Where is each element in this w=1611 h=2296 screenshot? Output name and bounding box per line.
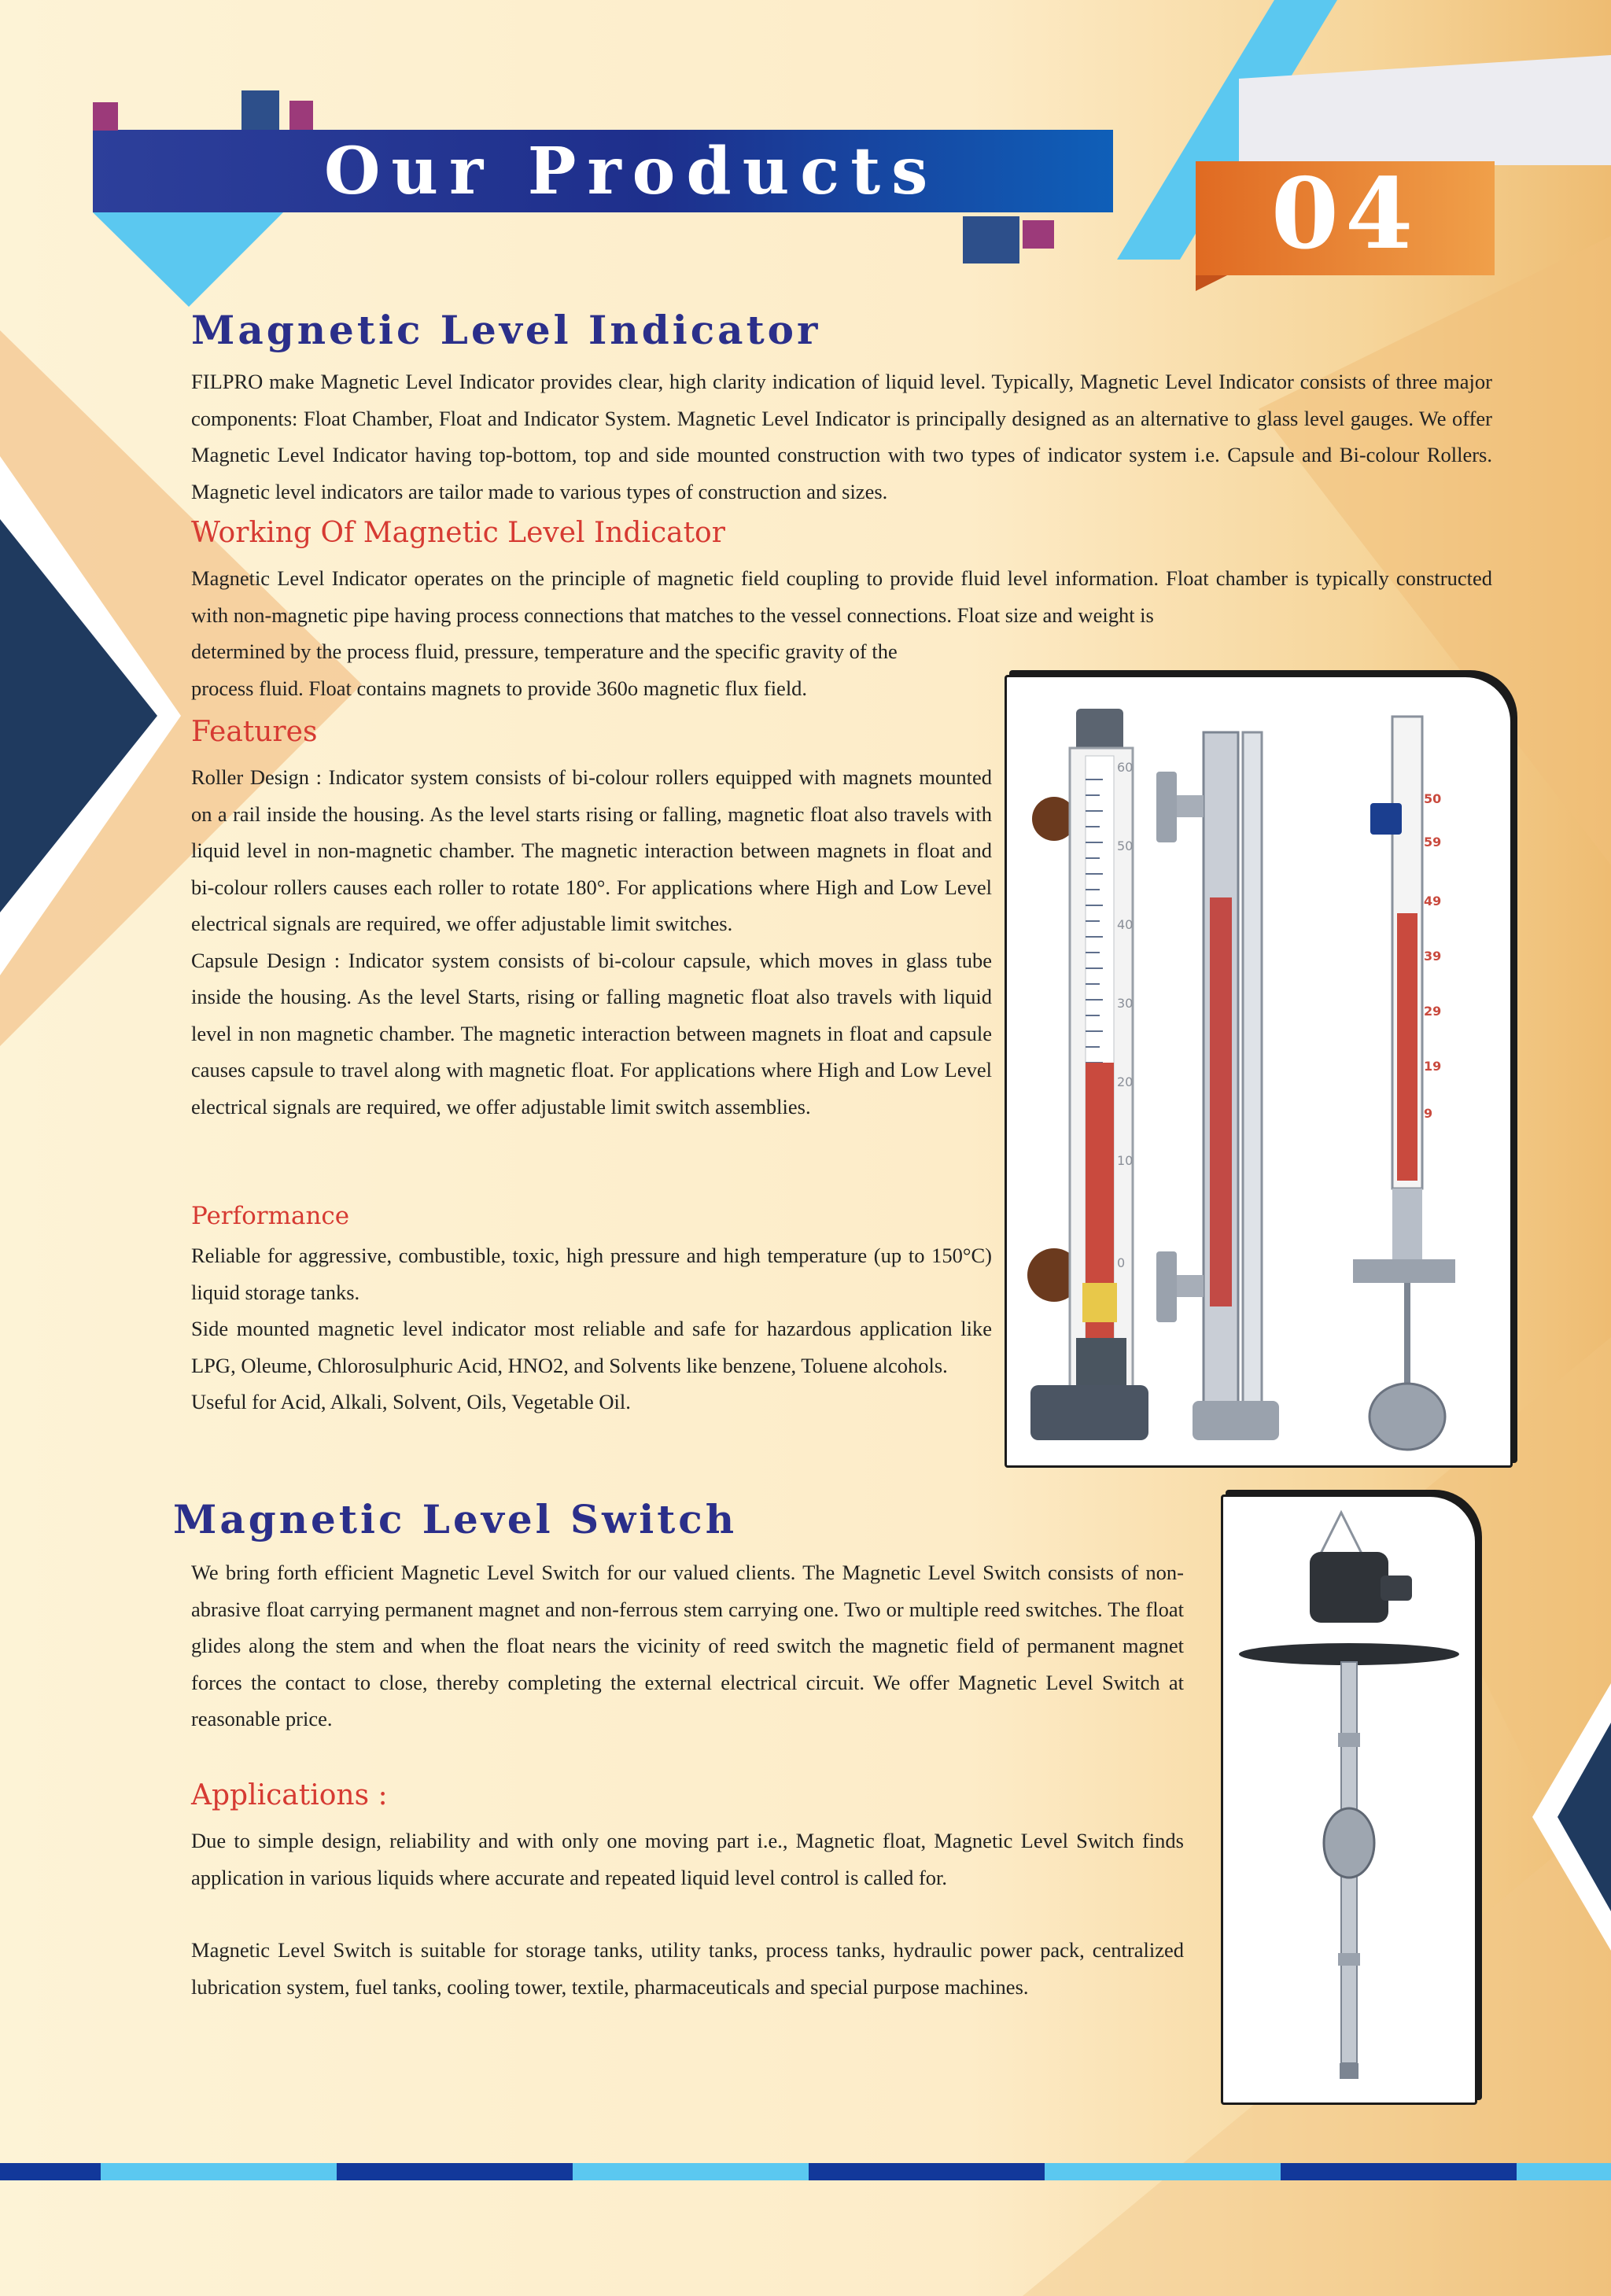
indicator-title: Magnetic Level Indicator bbox=[191, 307, 821, 353]
switch-photo bbox=[1221, 1494, 1477, 2105]
indicator-intro-block bbox=[191, 363, 1492, 510]
working-text-cont-2: process fluid. Float contains magnets to provide 360o magnetic flux field. bbox=[191, 676, 808, 700]
gauge-3-scale-label: 59 bbox=[1424, 835, 1442, 849]
level-switch-image bbox=[1239, 1513, 1459, 2079]
gauge-3-scale-label: 39 bbox=[1424, 949, 1442, 964]
top-bottom-gauge-image bbox=[1027, 709, 1148, 1440]
performance-item-1: Reliable for aggressive, combustible, toxic, high pressure and high temperature (up to 150°C) liquid storage tanks. bbox=[191, 1244, 992, 1304]
performance-item-3: Useful for Acid, Alkali, Solvent, Oils, Vegetable Oil. bbox=[191, 1390, 631, 1413]
indicator-intro: FILPRO make Magnetic Level Indicator provides clear, high clarity indication of liquid level. Typically, Magnetic Level Indicator consists of three major components: Float Chamber, Float and Indicator System. Magnetic Level Indicator is principally designed as an alternative to glass level gauges. We offer Magnetic Level Indicator having top-bottom, top and side mounted construction with two types of indicator system i.e. Capsule and Bi-colour Rollers. Magnetic level indicators are tailor made to various types of construction and sizes. bbox=[191, 370, 1492, 503]
gauge-3-scale-label: 49 bbox=[1424, 894, 1442, 908]
side-mounted-gauge-image bbox=[1156, 732, 1279, 1440]
gauge-1-scale-label: 50 bbox=[1117, 838, 1134, 853]
switch-intro: We bring forth efficient Magnetic Level Switch for our valued clients. The Magnetic Level Switch consists of non-abrasive float carrying permanent magnet and non-ferrous stem carrying one. Two or multiple reed switches. The float glides along the stem and when the float nears the vicinity of reed switch the magnetic field of permanent magnet forces the contact to close, thereby completing the external electrical circuit. We offer Magnetic Level Switch at reasonable price. bbox=[191, 1561, 1184, 1730]
features-block bbox=[191, 759, 992, 1125]
working-block-cont bbox=[191, 633, 1009, 706]
gauge-3-scale-label: 50 bbox=[1424, 791, 1442, 806]
switch-title: Magnetic Level Switch bbox=[173, 1496, 738, 1542]
performance-title: Performance bbox=[191, 1202, 350, 1230]
page-title: Our Products bbox=[324, 134, 939, 209]
gauge-1-scale-label: 60 bbox=[1117, 760, 1134, 775]
gauge-3-scale-label: 29 bbox=[1424, 1004, 1442, 1019]
applications-text-2: Magnetic Level Switch is suitable for storage tanks, utility tanks, process tanks, hydraulic power pack, centralized lubrication system, fuel tanks, cooling tower, textile, pharmaceuticals and special purpose machines. bbox=[191, 1938, 1184, 1999]
gauge-1-scale-label: 20 bbox=[1117, 1074, 1134, 1089]
working-block bbox=[191, 560, 1492, 633]
gauge-1-scale-label: 0 bbox=[1117, 1255, 1126, 1270]
switch-intro-block bbox=[191, 1554, 1184, 1738]
gauge-1-scale-label: 10 bbox=[1117, 1153, 1134, 1168]
applications-text-1: Due to simple design, reliability and with only one moving part i.e., Magnetic float, Magnetic Level Switch finds application in various liquids where accurate and repeated liquid level control is called for. bbox=[191, 1829, 1184, 1889]
capsule-design-text: Capsule Design : Indicator system consists of bi-colour capsule, which moves in glass tube inside the housing. As the level Starts, rising or falling magnetic float also travels with liquid level in non magnetic chamber. The magnetic interaction between magnets in float and capsule causes capsule to travel along with magnetic float. For applications where High and Low Level electrical signals are required, we offer adjustable limit switch assemblies. bbox=[191, 948, 992, 1119]
performance-block bbox=[191, 1237, 992, 1421]
gauge-3-scale-label: 9 bbox=[1424, 1106, 1433, 1121]
indicator-photo bbox=[1005, 675, 1513, 1468]
features-title: Features bbox=[191, 716, 318, 748]
working-text: Magnetic Level Indicator operates on the principle of magnetic field coupling to provide fluid level information. Float chamber is typically constructed with non-magnetic pipe having process connections that matches to the vessel connections. Float size and weight is bbox=[191, 566, 1492, 627]
performance-item-2: Side mounted magnetic level indicator most reliable and safe for hazardous application like LPG, Oleume, Chlorosulphuric Acid, HNO2, and Solvents like benzene, Toluene alcohols. bbox=[191, 1317, 992, 1377]
gauge-1-scale-label: 30 bbox=[1117, 996, 1134, 1011]
working-title: Working Of Magnetic Level Indicator bbox=[191, 517, 725, 549]
working-text-cont-1: determined by the process fluid, pressure, temperature and the specific gravity of the bbox=[191, 639, 898, 663]
page-number: 04 bbox=[1270, 157, 1420, 271]
applications-title: Applications : bbox=[191, 1779, 388, 1811]
gauge-3-scale-label: 19 bbox=[1424, 1059, 1442, 1074]
top-mounted-gauge-image bbox=[1353, 717, 1455, 1450]
roller-design-text: Roller Design : Indicator system consists of bi-colour rollers equipped with magnets mounted on a rail inside the housing. As the level starts rising or falling, magnetic float also travels with liquid level in non-magnetic chamber. The magnetic interaction between magnets in float and bi-colour rollers causes each roller to rotate 180°. For applications where High and Low Level electrical signals are required, we offer adjustable limit switches. bbox=[191, 765, 992, 935]
gauge-1-scale-label: 40 bbox=[1117, 917, 1134, 932]
applications-block bbox=[191, 1822, 1184, 2005]
